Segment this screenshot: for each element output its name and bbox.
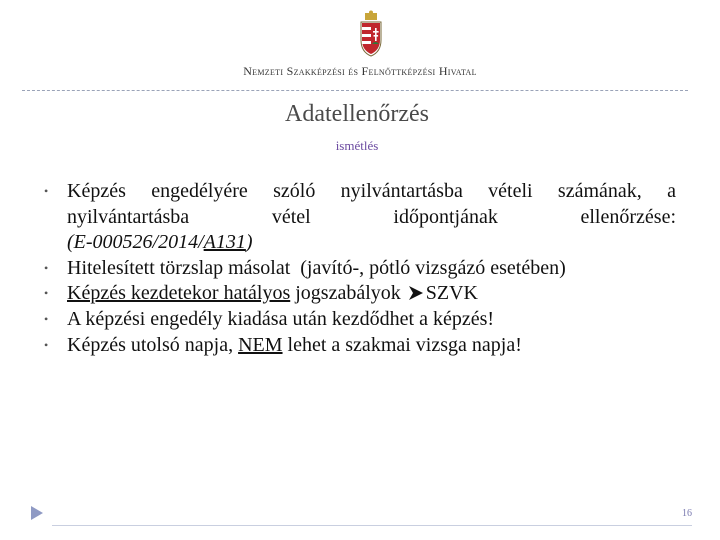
code-prefix: (E-000526/2014/ [67, 231, 204, 254]
arrow-right-icon [408, 285, 424, 301]
bullet-dot-icon: • [44, 184, 49, 198]
bullet-text: SZVK [425, 282, 478, 305]
bullet-dot-icon: • [44, 311, 49, 326]
slide-title: Adatellenőrzés [285, 101, 429, 127]
code-link[interactable]: A131 [203, 231, 246, 254]
emphasis-text: NEM [238, 333, 283, 356]
bullet-list [44, 179, 676, 358]
footer-divider [52, 525, 692, 526]
bullet-dot-icon: • [44, 286, 49, 301]
bullet-text: A képzési engedély kiadása után kezdődhet a képzés! [67, 307, 495, 330]
slide-subtitle: ismétlés [335, 138, 379, 153]
bullet-item [44, 333, 676, 359]
hungarian-coat-of-arms-icon [356, 10, 386, 58]
bullet-item [44, 256, 676, 282]
bullet-dot-icon: • [44, 260, 49, 275]
registration-code [67, 230, 676, 256]
bullet-text: lehet a szakmai vizsga napja! [282, 333, 522, 356]
bullet-item [44, 307, 676, 333]
legislation-link[interactable]: Képzés kezdetekor hatályos [67, 282, 291, 305]
bullet-item [44, 179, 676, 256]
bullet-text: Képzés utolsó napja, [67, 333, 239, 356]
page-number: 16 [682, 508, 692, 519]
bullet-text: jogszabályok [290, 282, 406, 305]
bullet-item [44, 281, 676, 307]
triangle-right-icon[interactable] [30, 505, 44, 521]
bullet-dot-icon: • [44, 337, 49, 352]
bullet-text: Hitelesített törzslap másolat (javító-, pótló vizsgázó esetében) [67, 256, 566, 279]
bullet-text: Képzés engedélyére szóló nyilvántartásba vételi számának, a nyilvántartásba vétel időpontjának ellenőrzése: [67, 180, 676, 228]
code-suffix: ) [245, 231, 253, 254]
header-divider [22, 90, 688, 91]
agency-name: Nemzeti Szakképzési és Felnőttképzési Hivatal [243, 64, 477, 78]
